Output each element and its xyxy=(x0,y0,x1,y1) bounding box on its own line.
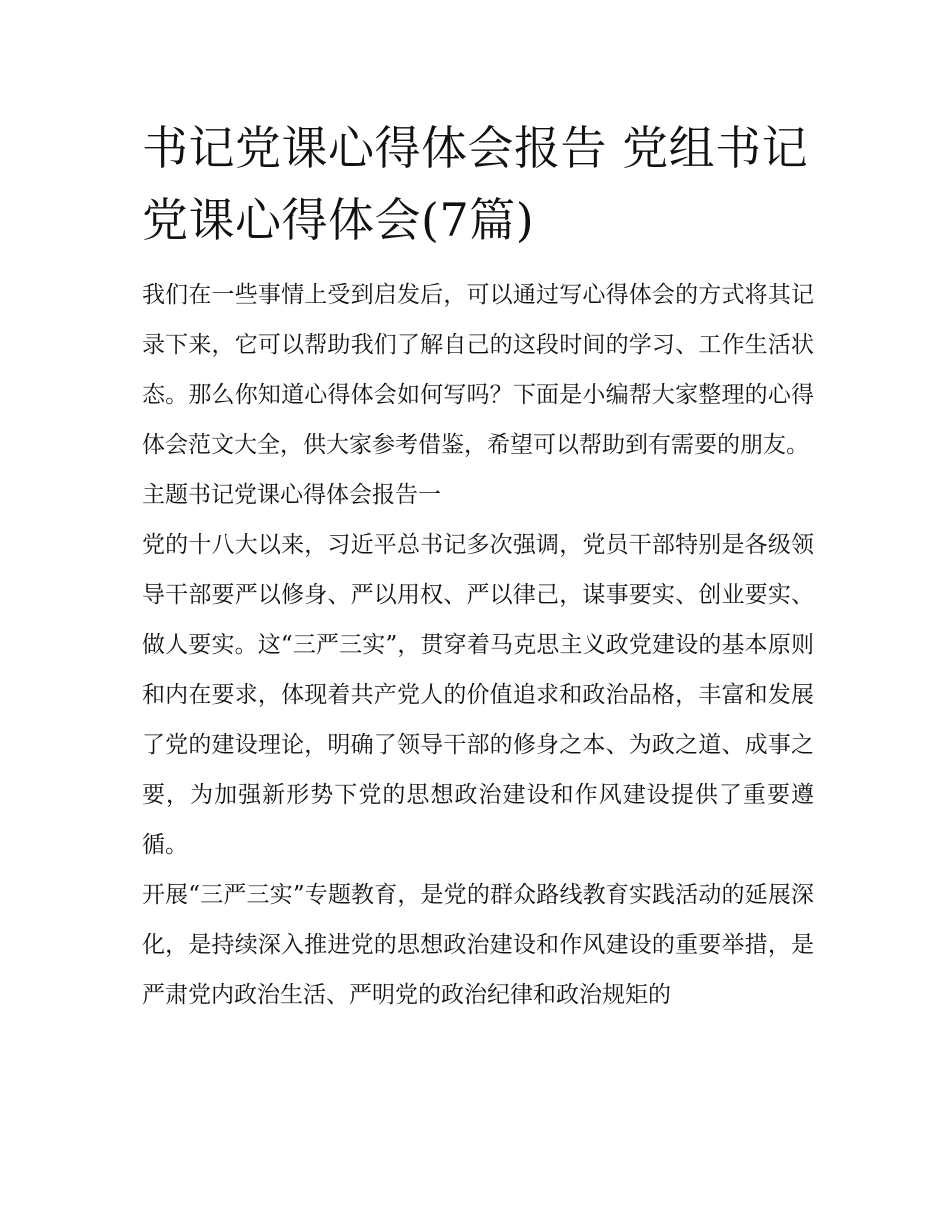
body-paragraph-1: 党的十八大以来，习近平总书记多次强调，党员干部特别是各级领导干部要严以修身、严以用权、严以律己，谋事要实、创业要实、做人要实。这“三严三实”，贯穿着马克思主义政党建设的基本原则和内在要求，体现着共产党人的价值追求和政治品格，丰富和发展了党的建设理论，明确了领导干部的修身之本、为政之道、成事之要，为加强新形势下党的思想政治建设和作风建设提供了重要遵循。 xyxy=(142,532,814,858)
document-title: 书记党课心得体会报告 党组书记党课心得体会(7篇) xyxy=(142,121,809,247)
document-page xyxy=(142,112,814,1020)
body-paragraph-2: 开展“三严三实”专题教育，是党的群众路线教育实践活动的延展深化，是持续深入推进党的思想政治建设和作风建设的重要举措，是严肃党内政治生活、严明党的政治纪律和政治规矩的 xyxy=(142,882,814,1008)
section-heading: 主题书记党课心得体会报告一 xyxy=(142,482,441,508)
intro-paragraph: 我们在一些事情上受到启发后，可以通过写心得体会的方式将其记录下来，它可以帮助我们了解自己的这段时间的学习、工作生活状态。那么你知道心得体会如何写吗？下面是小编帮大家整理的心得体会范文大全，供大家参考借鉴，希望可以帮助到有需要的朋友。 xyxy=(142,282,814,458)
